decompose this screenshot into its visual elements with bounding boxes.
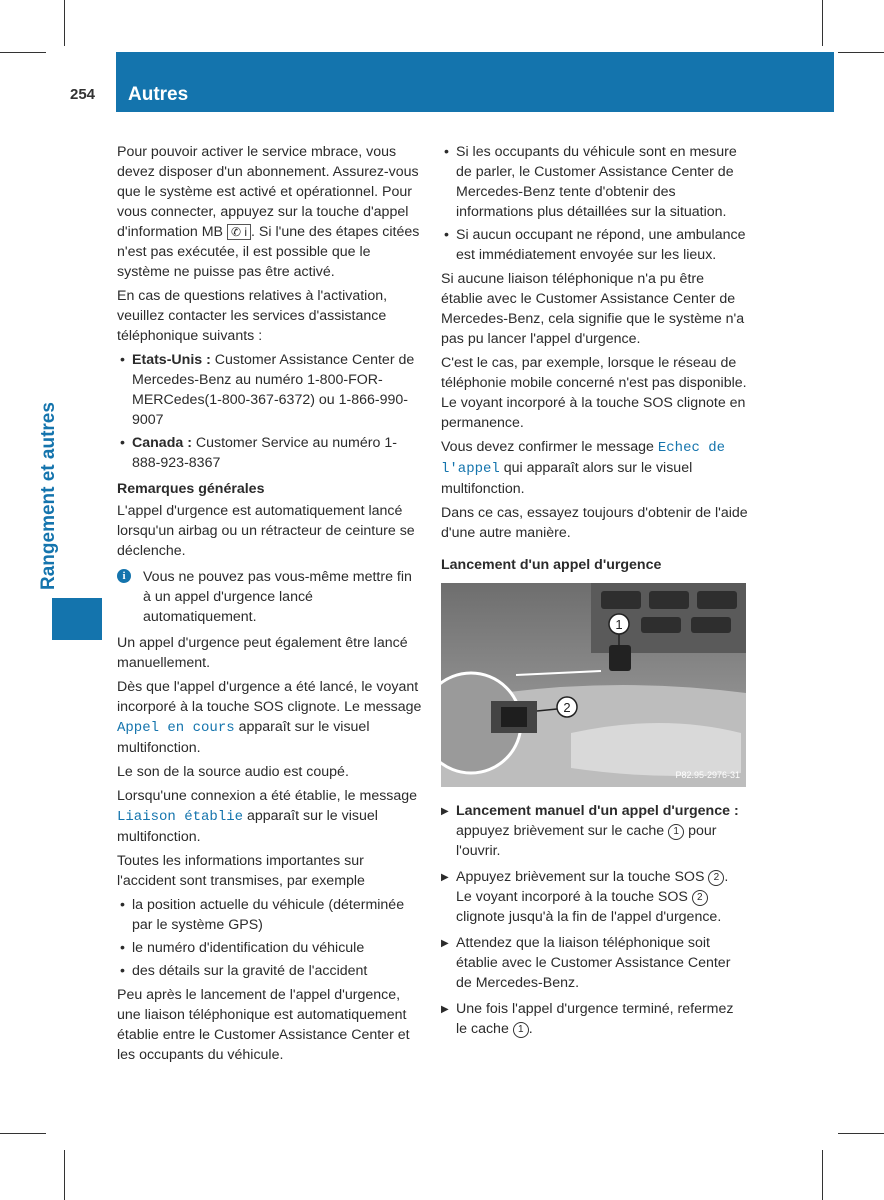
outcome-list xyxy=(441,142,748,265)
step-item: ▶ Appuyez brièvement sur la touche SOS 2 . Le voyant incorporé à la touche SOS 2 clignote jusqu'à la fin de l'appel d'urgence. xyxy=(441,867,748,927)
transmitted-info-list xyxy=(117,895,423,981)
callout-1-icon: 1 xyxy=(513,1022,529,1038)
callout-2-icon: 2 xyxy=(708,870,724,886)
overhead-console-photo xyxy=(441,583,746,787)
callout-2-icon: 2 xyxy=(692,890,708,906)
list-item: • Etats-Unis : Customer Assistance Center de Mercedes-Benz au numéro 1-800-FOR-MERCedes(1-800-367-6372) ou 1-866-990-9007 xyxy=(117,350,423,430)
step-list xyxy=(441,801,748,1039)
right-column xyxy=(441,142,748,1045)
step-item: ▶ Lancement manuel d'un appel d'urgence : appuyez brièvement sur le cache 1 pour l'ouvrir. xyxy=(441,801,748,861)
list-item: • le numéro d'identification du véhicule xyxy=(117,938,423,958)
crop-mark xyxy=(838,52,884,53)
page-number: 254 xyxy=(70,86,96,103)
display-message: Echec de l'appel xyxy=(441,440,726,477)
figure-code: P82.95-2976-31 xyxy=(675,770,740,780)
paragraph: Le son de la source audio est coupé. xyxy=(117,764,349,780)
list-item: • Canada : Customer Service au numéro 1-888-923-8367 xyxy=(117,433,423,473)
section-heading: Remarques générales xyxy=(117,481,265,497)
paragraph: Dans ce cas, essayez toujours d'obtenir de l'aide d'une autre manière. xyxy=(441,505,748,541)
step-item: ▶ Une fois l'appel d'urgence terminé, refermez le cache 1 . xyxy=(441,999,748,1039)
callout-2-label: 2 xyxy=(563,700,571,715)
info-icon: i xyxy=(117,569,131,583)
paragraph: Lorsqu'une connexion a été établie, le message Liaison établie apparaît sur le visuel multifonction. xyxy=(117,788,418,845)
callout-1-label: 1 xyxy=(615,617,623,632)
header-bar xyxy=(116,52,834,112)
section-heading: Lancement d'un appel d'urgence xyxy=(441,557,662,573)
crop-mark xyxy=(0,1133,46,1134)
side-tab-block xyxy=(52,598,102,640)
left-column xyxy=(117,142,423,1069)
display-message: Appel en cours xyxy=(117,720,235,736)
display-message: Liaison établie xyxy=(117,809,244,825)
paragraph: Vous devez confirmer le message Echec de l'appel qui apparaît alors sur le visuel multifonction. xyxy=(441,439,726,497)
phone-info-key-icon: ✆ i xyxy=(227,224,251,240)
list-item: • Si aucun occupant ne répond, une ambulance est immédiatement envoyée sur les lieux. xyxy=(441,225,748,265)
crop-mark xyxy=(822,1150,823,1200)
paragraph: Peu après le lancement de l'appel d'urgence, une liaison téléphonique est automatiquement établie entre le Customer Assistance Center et les occupants du véhicule. xyxy=(117,987,410,1063)
paragraph: Un appel d'urgence peut également être lancé manuellement. xyxy=(117,635,408,671)
paragraph: Dès que l'appel d'urgence a été lancé, le voyant incorporé à la touche SOS clignote. Le message Appel en cours apparaît sur le visuel multifonction. xyxy=(117,679,422,756)
paragraph: Pour pouvoir activer le service mbrace, vous devez disposer d'un abonnement. Assurez-vous que le système est activé et opérationnel. Pour vous connecter, appuyez sur la touche d'appel d'information MB ✆ i . Si l'une des étapes citées n'est pas exécutée, il est possible que le système ne puisse pas être activé. xyxy=(117,144,420,280)
crop-mark xyxy=(0,52,46,53)
paragraph: C'est le cas, par exemple, lorsque le réseau de téléphonie mobile concerné n'est pas disponible. Le voyant incorporé à la touche SOS clignote en permanence. xyxy=(441,355,747,431)
crop-mark xyxy=(822,0,823,46)
page-title: Autres xyxy=(128,84,189,105)
paragraph: Toutes les informations importantes sur l'accident sont transmises, par exemple xyxy=(117,853,365,889)
paragraph: Si aucune liaison téléphonique n'a pu être établie avec le Customer Assistance Center de Mercedes-Benz, cela signifie que le système n'a pas pu lancer l'appel d'urgence. xyxy=(441,271,745,347)
crop-mark xyxy=(64,0,65,46)
paragraph: L'appel d'urgence est automatiquement lancé lorsqu'un airbag ou un rétracteur de ceinture se déclenche. xyxy=(117,503,415,559)
callout-1-icon: 1 xyxy=(668,824,684,840)
list-item: • la position actuelle du véhicule (déterminée par le système GPS) xyxy=(117,895,423,935)
crop-mark xyxy=(64,1150,65,1200)
overhead-console-illustration xyxy=(441,583,746,787)
list-item: • des détails sur la gravité de l'accident xyxy=(117,961,423,981)
side-tab-label: Rangement et autres xyxy=(38,402,59,590)
info-note: i Vous ne pouvez pas vous-même mettre fin à un appel d'urgence lancé automatiquement. xyxy=(117,567,423,627)
list-item: • Si les occupants du véhicule sont en mesure de parler, le Customer Assistance Center de Mercedes-Benz tente d'obtenir des informations plus détaillées sur la situation. xyxy=(441,142,748,222)
paragraph: En cas de questions relatives à l'activation, veuillez contacter les services d'assistance téléphonique suivants : xyxy=(117,288,388,344)
crop-mark xyxy=(838,1133,884,1134)
contact-list xyxy=(117,350,423,473)
step-item: ▶ Attendez que la liaison téléphonique soit établie avec le Customer Assistance Center de Mercedes-Benz. xyxy=(441,933,748,993)
